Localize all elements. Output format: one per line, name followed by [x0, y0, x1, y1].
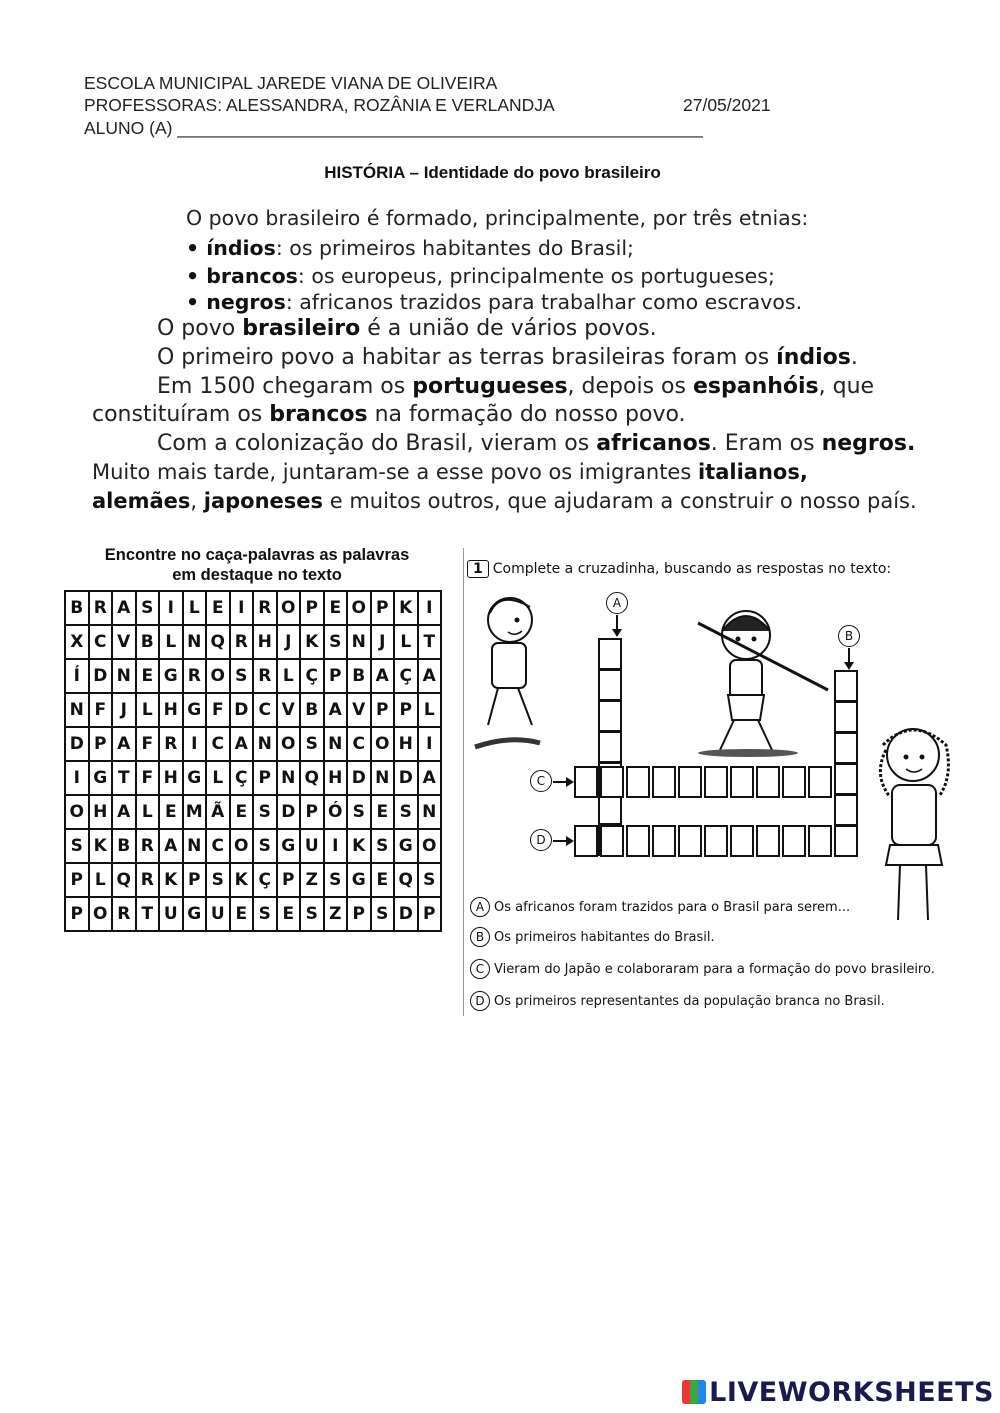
wordsearch-cell[interactable]: L — [418, 693, 442, 727]
crossword-cell-c[interactable] — [600, 766, 624, 798]
arrow-c — [553, 781, 567, 783]
wordsearch-cell[interactable]: N — [183, 829, 207, 863]
wordsearch-cell[interactable]: L — [159, 625, 183, 659]
wordsearch-cell[interactable]: J — [371, 625, 395, 659]
crossword-cell-d[interactable] — [730, 825, 754, 857]
text-bullet-indios: • índios: os primeiros habitantes do Brasil; — [186, 236, 634, 260]
wordsearch-cell[interactable]: S — [418, 863, 442, 897]
wordsearch-cell[interactable]: H — [159, 693, 183, 727]
crossword-cell-b[interactable] — [834, 701, 858, 733]
wordsearch-cell[interactable]: P — [324, 659, 348, 693]
crossword-cell-d[interactable] — [704, 825, 728, 857]
crossword-cell-d[interactable] — [574, 825, 598, 857]
wordsearch-cell[interactable]: H — [324, 761, 348, 795]
wordsearch-cell[interactable]: A — [112, 795, 136, 829]
wordsearch-cell[interactable]: G — [89, 761, 113, 795]
wordsearch-cell[interactable]: B — [300, 693, 324, 727]
wordsearch-cell[interactable]: U — [206, 897, 230, 931]
liveworksheets-logo: LIVEWORKSHEETS — [682, 1377, 994, 1408]
wordsearch-cell[interactable]: A — [418, 761, 442, 795]
text-paragraph-4: Com a colonização do Brasil, vieram os africanos. Eram os negros. — [157, 431, 916, 456]
wordsearch-cell[interactable]: Z — [300, 863, 324, 897]
wordsearch-cell[interactable]: B — [136, 625, 160, 659]
wordsearch-cell[interactable]: Q — [394, 863, 418, 897]
wordsearch-cell[interactable]: I — [418, 591, 442, 625]
wordsearch-cell[interactable]: O — [371, 727, 395, 761]
wordsearch-cell[interactable]: D — [394, 897, 418, 931]
wordsearch-cell[interactable]: R — [253, 591, 277, 625]
wordsearch-cell[interactable]: H — [89, 795, 113, 829]
clue-c: C Vieram do Japão e colaboraram para a formação do povo brasileiro. — [470, 959, 935, 979]
date: 27/05/2021 — [683, 95, 771, 115]
wordsearch-cell[interactable]: H — [159, 761, 183, 795]
clue-b: B Os primeiros habitantes do Brasil. — [470, 927, 715, 947]
wordsearch-cell[interactable]: T — [136, 897, 160, 931]
wordsearch-cell[interactable]: P — [371, 693, 395, 727]
arrow-a — [616, 615, 618, 629]
arrow-b-head — [844, 662, 854, 670]
wordsearch-cell[interactable]: P — [300, 795, 324, 829]
girl-illustration — [868, 715, 963, 935]
wordsearch-cell[interactable]: L — [277, 659, 301, 693]
wordsearch-cell[interactable]: O — [65, 795, 89, 829]
crossword-cell-c[interactable] — [808, 766, 832, 798]
wordsearch-cell[interactable]: C — [206, 829, 230, 863]
wordsearch-cell[interactable]: P — [418, 897, 442, 931]
wordsearch-cell[interactable]: D — [230, 693, 254, 727]
crossword-cell-d[interactable] — [834, 825, 858, 857]
wordsearch-cell[interactable]: I — [159, 591, 183, 625]
wordsearch-cell[interactable]: A — [159, 829, 183, 863]
wordsearch-cell[interactable]: N — [65, 693, 89, 727]
crossword-cell-d[interactable] — [756, 825, 780, 857]
text-line-1: O povo brasileiro é formado, principalmente, por três etnias: — [186, 206, 809, 230]
wordsearch-cell[interactable]: B — [112, 829, 136, 863]
wordsearch-cell[interactable]: J — [112, 693, 136, 727]
wordsearch-cell[interactable]: P — [89, 727, 113, 761]
wordsearch-cell[interactable]: S — [371, 897, 395, 931]
wordsearch-cell[interactable]: I — [230, 591, 254, 625]
exercise-number: 1 — [467, 560, 489, 578]
wordsearch-cell[interactable]: Q — [112, 863, 136, 897]
wordsearch-cell[interactable]: O — [347, 591, 371, 625]
wordsearch-cell[interactable]: H — [253, 625, 277, 659]
crossword-cell-c[interactable] — [626, 766, 650, 798]
wordsearch-cell[interactable]: N — [347, 625, 371, 659]
wordsearch-cell[interactable]: A — [230, 727, 254, 761]
wordsearch-cell[interactable]: Í — [65, 659, 89, 693]
wordsearch-cell[interactable]: Ã — [206, 795, 230, 829]
arrow-c-head — [566, 777, 574, 787]
wordsearch-cell[interactable]: O — [277, 591, 301, 625]
wordsearch-cell[interactable]: I — [324, 829, 348, 863]
crossword-label-b: B — [838, 625, 860, 647]
wordsearch-cell[interactable]: P — [183, 863, 207, 897]
wordsearch-row — [65, 625, 441, 659]
wordsearch-cell[interactable]: T — [418, 625, 442, 659]
crossword-cell-d[interactable] — [652, 825, 676, 857]
wordsearch-cell[interactable]: I — [418, 727, 442, 761]
wordsearch-cell[interactable]: G — [183, 693, 207, 727]
wordsearch-cell[interactable]: O — [277, 727, 301, 761]
crossword-cell-a[interactable] — [598, 700, 622, 732]
wordsearch-cell[interactable]: L — [89, 863, 113, 897]
crossword-cell-c[interactable] — [782, 766, 806, 798]
wordsearch-cell[interactable]: A — [112, 727, 136, 761]
wordsearch-cell[interactable]: E — [136, 659, 160, 693]
wordsearch-cell[interactable]: L — [183, 591, 207, 625]
wordsearch-cell[interactable]: E — [230, 795, 254, 829]
wordsearch-cell[interactable]: C — [206, 727, 230, 761]
wordsearch-cell[interactable]: S — [347, 795, 371, 829]
wordsearch-cell[interactable]: D — [394, 761, 418, 795]
wordsearch-cell[interactable]: S — [253, 897, 277, 931]
wordsearch-cell[interactable]: I — [183, 727, 207, 761]
wordsearch-cell[interactable]: C — [253, 693, 277, 727]
wordsearch-cell[interactable]: Ç — [394, 659, 418, 693]
crossword-cell-b[interactable] — [834, 763, 858, 795]
wordsearch-cell[interactable]: N — [277, 761, 301, 795]
clue-a: A Os africanos foram trazidos para o Brasil para serem... — [470, 897, 850, 917]
wordsearch-cell[interactable]: E — [206, 591, 230, 625]
wordsearch-cell[interactable]: N — [183, 625, 207, 659]
crossword-instruction: 1 Complete a cruzadinha, buscando as respostas no texto: — [467, 560, 891, 578]
wordsearch-cell[interactable]: V — [347, 693, 371, 727]
wordsearch-cell[interactable]: F — [89, 693, 113, 727]
wordsearch-cell[interactable]: G — [394, 829, 418, 863]
text-bullet-brancos: • brancos: os europeus, principalmente os portugueses; — [186, 264, 775, 288]
wordsearch-cell[interactable]: D — [277, 795, 301, 829]
wordsearch-cell[interactable]: P — [347, 897, 371, 931]
wordsearch-row — [65, 795, 441, 829]
wordsearch-cell[interactable]: H — [394, 727, 418, 761]
wordsearch-row — [65, 659, 441, 693]
wordsearch-cell[interactable]: A — [418, 659, 442, 693]
wordsearch-cell[interactable]: D — [65, 727, 89, 761]
wordsearch-cell[interactable]: R — [136, 863, 160, 897]
wordsearch-cell[interactable]: R — [112, 897, 136, 931]
crossword-cell-a[interactable] — [598, 638, 622, 670]
indigenous-child-illustration — [668, 595, 833, 760]
wordsearch-cell[interactable]: B — [65, 591, 89, 625]
wordsearch-cell[interactable]: Ç — [300, 659, 324, 693]
wordsearch-cell[interactable]: R — [183, 659, 207, 693]
wordsearch-row — [65, 727, 441, 761]
wordsearch-row — [65, 897, 441, 931]
column-divider — [463, 548, 464, 1016]
text-paragraph-2: O primeiro povo a habitar as terras brasileiras foram os índios. — [157, 345, 858, 370]
wordsearch-cell[interactable]: D — [347, 761, 371, 795]
wordsearch-cell[interactable]: L — [206, 761, 230, 795]
wordsearch-cell[interactable]: O — [418, 829, 442, 863]
wordsearch-cell[interactable]: R — [253, 659, 277, 693]
wordsearch-cell[interactable]: K — [89, 829, 113, 863]
text-bullet-negros: • negros: africanos trazidos para trabalhar como escravos. — [186, 290, 803, 314]
wordsearch-cell[interactable]: F — [206, 693, 230, 727]
wordsearch-cell[interactable]: P — [65, 897, 89, 931]
crossword-label-c: C — [530, 770, 552, 792]
wordsearch-cell[interactable]: E — [371, 863, 395, 897]
wordsearch-cell[interactable]: G — [183, 897, 207, 931]
crossword-cell-c[interactable] — [678, 766, 702, 798]
wordsearch-cell[interactable]: J — [277, 625, 301, 659]
wordsearch-cell[interactable]: S — [324, 625, 348, 659]
wordsearch-cell[interactable]: R — [230, 625, 254, 659]
wordsearch-cell[interactable]: Ç — [253, 863, 277, 897]
wordsearch-cell[interactable]: G — [183, 761, 207, 795]
wordsearch-cell[interactable]: E — [159, 795, 183, 829]
wordsearch-cell[interactable]: P — [300, 591, 324, 625]
wordsearch-cell[interactable]: Q — [300, 761, 324, 795]
wordsearch-cell[interactable]: S — [300, 727, 324, 761]
wordsearch-cell[interactable]: F — [136, 761, 160, 795]
wordsearch-cell[interactable]: N — [371, 761, 395, 795]
wordsearch-cell[interactable]: P — [394, 693, 418, 727]
wordsearch-cell[interactable]: N — [112, 659, 136, 693]
wordsearch-cell[interactable]: P — [253, 761, 277, 795]
school-name: ESCOLA MUNICIPAL JAREDE VIANA DE OLIVEIRA — [84, 73, 498, 93]
wordsearch-row — [65, 761, 441, 795]
wordsearch-cell[interactable]: V — [277, 693, 301, 727]
wordsearch-cell[interactable]: G — [277, 829, 301, 863]
wordsearch-row — [65, 591, 441, 625]
crossword-cell-a[interactable] — [598, 731, 622, 763]
text-paragraph-3: Em 1500 chegaram os portugueses, depois os espanhóis, que — [157, 374, 875, 399]
wordsearch-cell[interactable]: S — [230, 659, 254, 693]
wordsearch-cell[interactable]: Q — [206, 625, 230, 659]
crossword-cell-c[interactable] — [704, 766, 728, 798]
wordsearch-cell[interactable]: R — [136, 829, 160, 863]
wordsearch-cell[interactable]: Ó — [324, 795, 348, 829]
wordsearch-cell[interactable]: O — [206, 659, 230, 693]
crossword-cell-d[interactable] — [678, 825, 702, 857]
wordsearch-cell[interactable]: A — [112, 591, 136, 625]
wordsearch-cell[interactable]: S — [206, 863, 230, 897]
crossword-cell-a[interactable] — [598, 669, 622, 701]
wordsearch-cell[interactable]: O — [89, 897, 113, 931]
wordsearch-cell[interactable]: K — [347, 829, 371, 863]
wordsearch-cell[interactable]: E — [324, 591, 348, 625]
text-paragraph-3b: constituíram os brancos na formação do nosso povo. — [92, 402, 686, 427]
wordsearch-cell[interactable]: U — [300, 829, 324, 863]
crossword-cell-d[interactable] — [600, 825, 624, 857]
boy-walking-illustration — [470, 585, 560, 765]
wordsearch-cell[interactable]: F — [136, 727, 160, 761]
crossword-cell-b[interactable] — [834, 794, 858, 826]
text-paragraph-4b: Muito mais tarde, juntaram-se a esse povo os imigrantes italianos, — [92, 460, 808, 484]
crossword-cell-c[interactable] — [652, 766, 676, 798]
wordsearch-title: Encontre no caça-palavras as palavras em destaque no texto — [104, 546, 410, 584]
wordsearch-cell[interactable]: T — [112, 761, 136, 795]
wordsearch-cell[interactable]: G — [347, 863, 371, 897]
wordsearch-cell[interactable]: E — [277, 897, 301, 931]
wordsearch-cell[interactable]: P — [371, 591, 395, 625]
crossword-cell-b[interactable] — [834, 732, 858, 764]
clue-d: D Os primeiros representantes da população branca no Brasil. — [470, 991, 885, 1011]
wordsearch-cell[interactable]: V — [112, 625, 136, 659]
wordsearch-cell[interactable]: K — [230, 863, 254, 897]
wordsearch-cell[interactable]: K — [159, 863, 183, 897]
wordsearch-cell[interactable]: S — [65, 829, 89, 863]
crossword-cell-c[interactable] — [574, 766, 598, 798]
crossword-label-d: D — [530, 829, 552, 851]
wordsearch-cell[interactable]: N — [324, 727, 348, 761]
wordsearch-cell[interactable]: E — [230, 897, 254, 931]
wordsearch-grid[interactable] — [64, 590, 442, 932]
wordsearch-cell[interactable]: K — [300, 625, 324, 659]
text-paragraph-4c: alemães, japoneses e muitos outros, que ajudaram a construir o nosso país. — [92, 489, 917, 513]
wordsearch-cell[interactable]: S — [371, 829, 395, 863]
wordsearch-cell[interactable]: B — [347, 659, 371, 693]
wordsearch-cell[interactable]: A — [371, 659, 395, 693]
wordsearch-cell[interactable]: Z — [324, 897, 348, 931]
wordsearch-cell[interactable]: L — [136, 795, 160, 829]
arrow-a-head — [612, 629, 622, 637]
page-title: HISTÓRIA – Identidade do povo brasileiro — [324, 163, 661, 182]
wordsearch-cell[interactable]: K — [394, 591, 418, 625]
wordsearch-cell[interactable]: L — [136, 693, 160, 727]
crossword-cell-c[interactable] — [756, 766, 780, 798]
wordsearch-cell[interactable]: C — [347, 727, 371, 761]
wordsearch-row — [65, 863, 441, 897]
wordsearch-cell[interactable]: G — [159, 659, 183, 693]
wordsearch-cell[interactable]: Ç — [230, 761, 254, 795]
wordsearch-cell[interactable]: N — [418, 795, 442, 829]
wordsearch-cell[interactable]: S — [253, 829, 277, 863]
arrow-b — [848, 648, 850, 662]
wordsearch-cell[interactable]: O — [230, 829, 254, 863]
wordsearch-cell[interactable]: E — [371, 795, 395, 829]
wordsearch-cell[interactable]: S — [394, 795, 418, 829]
crossword-cell-d[interactable] — [626, 825, 650, 857]
arrow-d — [553, 840, 567, 842]
wordsearch-cell[interactable]: R — [89, 591, 113, 625]
crossword-cell-b[interactable] — [834, 670, 858, 702]
crossword-cell-d[interactable] — [808, 825, 832, 857]
wordsearch-row — [65, 829, 441, 863]
arrow-d-head — [566, 836, 574, 846]
student-name-line[interactable]: ALUNO (A) ______________________________________________________ — [84, 118, 703, 138]
wordsearch-cell[interactable]: R — [159, 727, 183, 761]
wordsearch-cell[interactable]: M — [183, 795, 207, 829]
crossword-cell-c[interactable] — [730, 766, 754, 798]
wordsearch-cell[interactable]: N — [253, 727, 277, 761]
text-paragraph-1: O povo brasileiro é a união de vários povos. — [157, 316, 657, 341]
wordsearch-cell[interactable]: C — [89, 625, 113, 659]
wordsearch-cell[interactable]: I — [65, 761, 89, 795]
wordsearch-cell[interactable]: S — [300, 897, 324, 931]
wordsearch-cell[interactable]: P — [277, 863, 301, 897]
wordsearch-cell[interactable]: D — [89, 659, 113, 693]
wordsearch-cell[interactable]: S — [136, 591, 160, 625]
liveworksheets-logo-icon — [682, 1380, 706, 1404]
crossword-label-a: A — [606, 592, 628, 614]
wordsearch-row — [65, 693, 441, 727]
teachers-line: PROFESSORAS: ALESSANDRA, ROZÂNIA E VERLANDJA — [84, 95, 555, 115]
wordsearch-cell[interactable]: A — [324, 693, 348, 727]
wordsearch-cell[interactable]: S — [253, 795, 277, 829]
crossword-cell-d[interactable] — [782, 825, 806, 857]
wordsearch-cell[interactable]: X — [65, 625, 89, 659]
wordsearch-cell[interactable]: L — [394, 625, 418, 659]
wordsearch-cell[interactable]: U — [159, 897, 183, 931]
wordsearch-cell[interactable]: S — [324, 863, 348, 897]
wordsearch-cell[interactable]: P — [65, 863, 89, 897]
